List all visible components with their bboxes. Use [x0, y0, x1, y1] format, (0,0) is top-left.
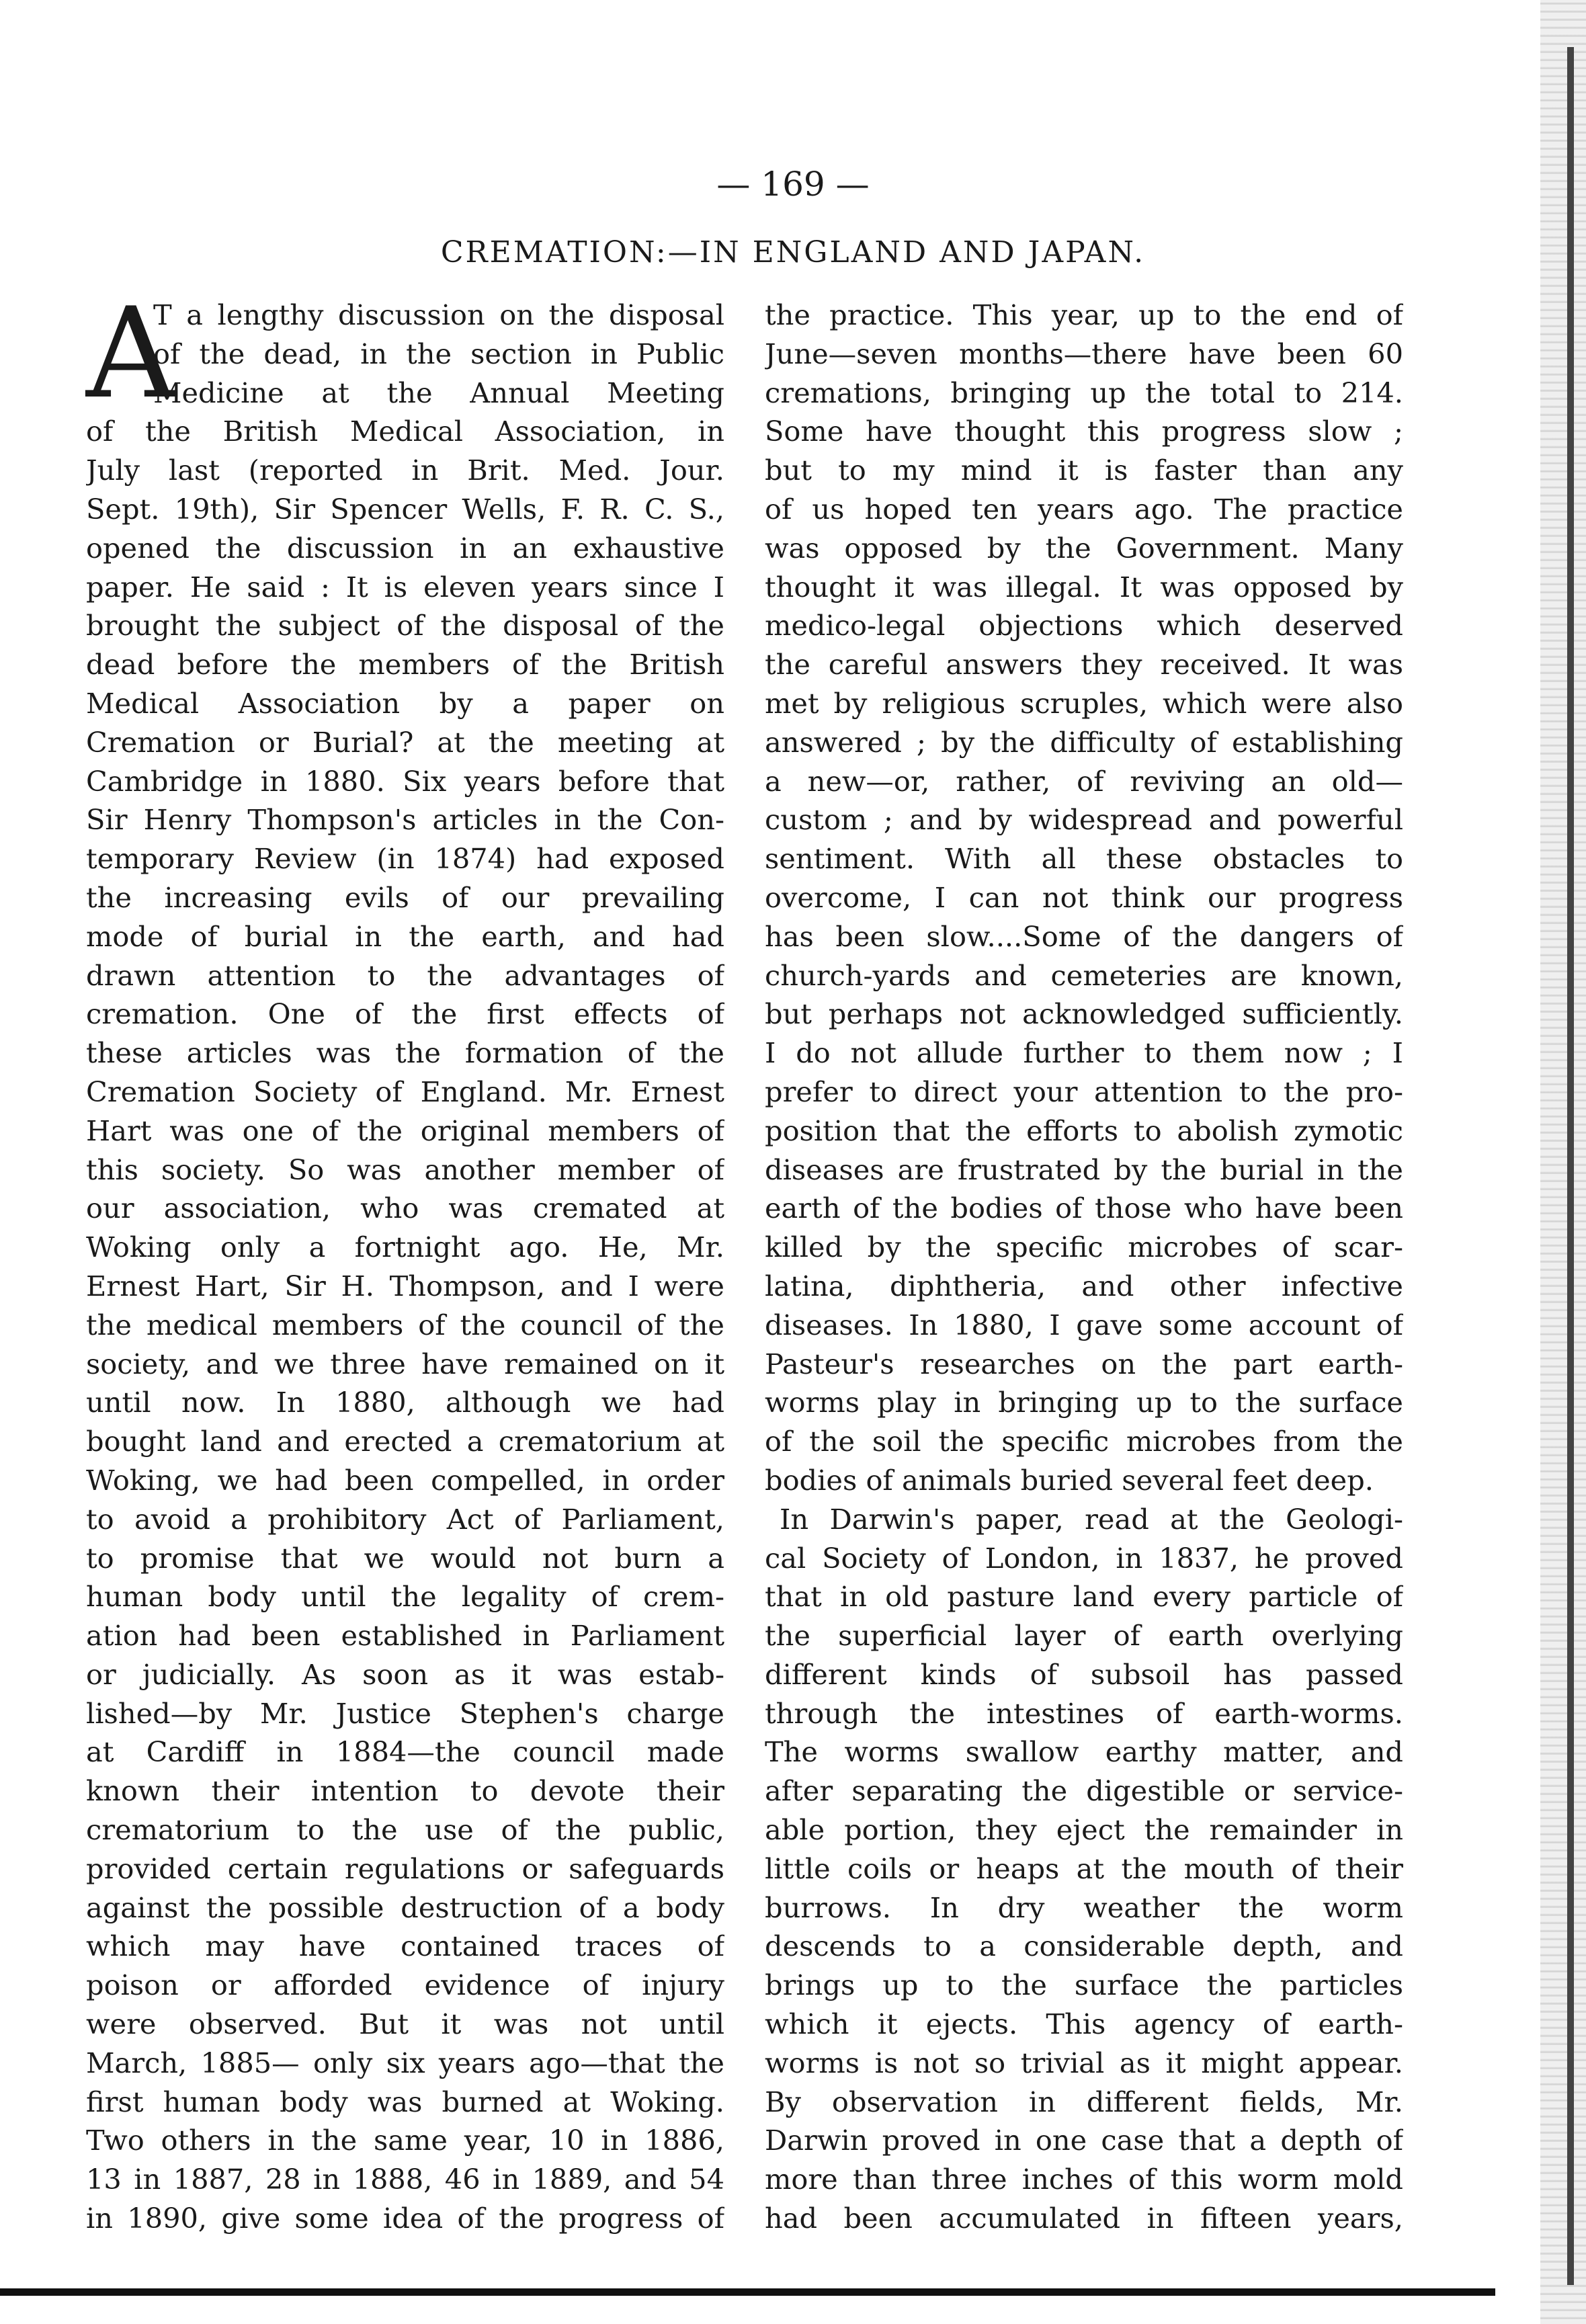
- text-line: temporary Review (in 1874) had exposed: [86, 842, 724, 876]
- text-line: crematorium to the use of the public,: [86, 1813, 724, 1847]
- text-line: of the British Medical Association, in: [86, 415, 724, 448]
- text-line: Pasteur's researches on the part earth-: [765, 1347, 1403, 1380]
- text-line: By observation in different fields, Mr.: [765, 2085, 1403, 2118]
- text-line: to promise that we would not burn a: [86, 1541, 724, 1575]
- binding-shadow: [1567, 47, 1574, 2285]
- text-line: position that the efforts to abolish zymotic: [765, 1114, 1403, 1147]
- text-line: which it ejects. This agency of earth-: [765, 2007, 1403, 2041]
- text-line: the practice. This year, up to the end of: [765, 298, 1403, 331]
- text-line: brought the subject of the disposal of the: [86, 609, 724, 642]
- text-line: custom ; and by widespread and powerful: [765, 803, 1403, 837]
- text-line: dead before the members of the British: [86, 648, 724, 681]
- text-line: Darwin proved in one case that a depth of: [765, 2124, 1403, 2157]
- text-line: these articles was the formation of the: [86, 1036, 724, 1070]
- text-line: met by religious scruples, which were also: [765, 686, 1403, 720]
- drop-cap: A: [86, 280, 177, 426]
- text-line: had been accumulated in fifteen years,: [765, 2202, 1403, 2235]
- text-line: burrows. In dry weather the worm: [765, 1891, 1403, 1924]
- text-line: ation had been established in Parliament: [86, 1619, 724, 1653]
- text-line: able portion, they eject the remainder in: [765, 1813, 1403, 1847]
- text-line: different kinds of subsoil has passed: [765, 1657, 1403, 1691]
- page-number: — 169 —: [716, 165, 870, 204]
- binding-edge: [1540, 0, 1586, 2324]
- text-line: cremation. One of the first effects of: [86, 997, 724, 1031]
- left-column: [86, 280, 724, 2238]
- text-line: in 1890, give some idea of the progress of: [86, 2202, 724, 2235]
- text-line: answered ; by the difficulty of establishing: [765, 725, 1403, 759]
- text-line: paper. He said : It is eleven years since I: [86, 570, 724, 604]
- text-line: lished—by Mr. Justice Stephen's charge: [86, 1696, 724, 1730]
- text-line: July last (reported in Brit. Med. Jour.: [86, 454, 724, 487]
- text-line: provided certain regulations or safeguards: [86, 1852, 724, 1885]
- text-line: church-yards and cemeteries are known,: [765, 958, 1403, 992]
- text-line: March, 1885— only six years ago—that the: [86, 2046, 724, 2079]
- text-line: of the soil the specific microbes from the: [765, 1425, 1403, 1458]
- text-line: mode of burial in the earth, and had: [86, 919, 724, 953]
- text-line: drawn attention to the advantages of: [86, 958, 724, 992]
- text-line: this society. So was another member of: [86, 1153, 724, 1186]
- article-title: CREMATION:—IN ENGLAND AND JAPAN.: [440, 235, 1146, 269]
- text-line: were observed. But it was not until: [86, 2007, 724, 2041]
- text-line: earth of the bodies of those who have been: [765, 1192, 1403, 1225]
- text-line: has been slow....Some of the dangers of: [765, 919, 1403, 953]
- text-line: or judicially. As soon as it was estab-: [86, 1657, 724, 1691]
- text-line: Some have thought this progress slow ;: [765, 415, 1403, 448]
- text-line: poison or afforded evidence of injury: [86, 1968, 724, 2002]
- text-line: Medical Association by a paper on: [86, 686, 724, 720]
- right-column: [765, 296, 1403, 2238]
- text-line: T a lengthy discussion on the disposal: [153, 298, 724, 331]
- text-line: Woking, we had been compelled, in order: [86, 1463, 724, 1497]
- text-line: In Darwin's paper, read at the Geologi-: [780, 1502, 1403, 1536]
- text-line: prefer to direct your attention to the pro-: [765, 1075, 1403, 1108]
- text-line: descends to a considerable depth, and: [765, 1929, 1403, 1963]
- text-line: the careful answers they received. It was: [765, 648, 1403, 681]
- bottom-rule: [0, 2288, 1495, 2296]
- text-line: against the possible destruction of a body: [86, 1891, 724, 1924]
- text-line: but to my mind it is faster than any: [765, 454, 1403, 487]
- text-line: 13 in 1887, 28 in 1888, 46 in 1889, and 54: [86, 2163, 724, 2196]
- text-line: worms play in bringing up to the surface: [765, 1386, 1403, 1419]
- text-line: the superficial layer of earth overlying: [765, 1619, 1403, 1653]
- text-line: our association, who was cremated at: [86, 1192, 724, 1225]
- text-line: through the intestines of earth-worms.: [765, 1696, 1403, 1730]
- text-line: cremations, bringing up the total to 214.: [765, 376, 1403, 409]
- text-line: bodies of animals buried several feet deep.: [765, 1463, 1374, 1497]
- text-line: which may have contained traces of: [86, 1929, 724, 1963]
- text-line: Hart was one of the original members of: [86, 1114, 724, 1147]
- text-line: Cremation or Burial? at the meeting at: [86, 725, 724, 759]
- text-line: diseases. In 1880, I gave some account of: [765, 1308, 1403, 1341]
- text-line: but perhaps not acknowledged sufficiently.: [765, 997, 1403, 1031]
- text-line: brings up to the surface the particles: [765, 1968, 1403, 2002]
- text-line: of us hoped ten years ago. The practice: [765, 492, 1403, 526]
- text-line: June—seven months—there have been 60: [765, 337, 1403, 370]
- text-line: killed by the specific microbes of scar-: [765, 1231, 1403, 1264]
- text-line: medico-legal objections which deserved: [765, 609, 1403, 642]
- text-line: sentiment. With all these obstacles to: [765, 842, 1403, 876]
- text-line: worms is not so trivial as it might appear.: [765, 2046, 1403, 2079]
- text-line: known their intention to devote their: [86, 1774, 724, 1808]
- text-line: Ernest Hart, Sir H. Thompson, and I were: [86, 1269, 724, 1302]
- text-line: opened the discussion in an exhaustive: [86, 531, 724, 565]
- text-line: human body until the legality of crem-: [86, 1580, 724, 1614]
- text-line: cal Society of London, in 1837, he proved: [765, 1541, 1403, 1575]
- text-line: I do not allude further to them now ; I: [765, 1036, 1403, 1070]
- text-line: the increasing evils of our prevailing: [86, 880, 724, 914]
- text-line: Two others in the same year, 10 in 1886,: [86, 2124, 724, 2157]
- text-line: first human body was burned at Woking.: [86, 2085, 724, 2118]
- text-line: to avoid a prohibitory Act of Parliament,: [86, 1502, 724, 1536]
- text-line: Cremation Society of England. Mr. Ernest: [86, 1075, 724, 1108]
- text-line: society, and we three have remained on it: [86, 1347, 724, 1380]
- text-line: latina, diphtheria, and other infective: [765, 1269, 1403, 1302]
- text-line: overcome, I can not think our progress: [765, 880, 1403, 914]
- text-line: was opposed by the Government. Many: [765, 531, 1403, 565]
- text-line: a new—or, rather, of reviving an old—: [765, 764, 1403, 798]
- text-line: the medical members of the council of the: [86, 1308, 724, 1341]
- text-line: after separating the digestible or service-: [765, 1774, 1403, 1808]
- text-line: bought land and erected a crematorium at: [86, 1425, 724, 1458]
- text-line: Cambridge in 1880. Six years before that: [86, 764, 724, 798]
- text-line: until now. In 1880, although we had: [86, 1386, 724, 1419]
- text-line: thought it was illegal. It was opposed by: [765, 570, 1403, 604]
- text-line: Sir Henry Thompson's articles in the Con-: [86, 803, 724, 837]
- text-line: Woking only a fortnight ago. He, Mr.: [86, 1231, 724, 1264]
- text-line: at Cardiff in 1884—the council made: [86, 1735, 724, 1769]
- text-line: diseases are frustrated by the burial in the: [765, 1153, 1403, 1186]
- text-line: Sept. 19th), Sir Spencer Wells, F. R. C. S.,: [86, 492, 724, 526]
- text-line: little coils or heaps at the mouth of their: [765, 1852, 1403, 1885]
- text-line: more than three inches of this worm mold: [765, 2163, 1403, 2196]
- text-line: The worms swallow earthy matter, and: [765, 1735, 1403, 1769]
- text-line: that in old pasture land every particle of: [765, 1580, 1403, 1614]
- text-line: of the dead, in the section in Public: [153, 337, 724, 370]
- text-line: Medicine at the Annual Meeting: [153, 376, 724, 409]
